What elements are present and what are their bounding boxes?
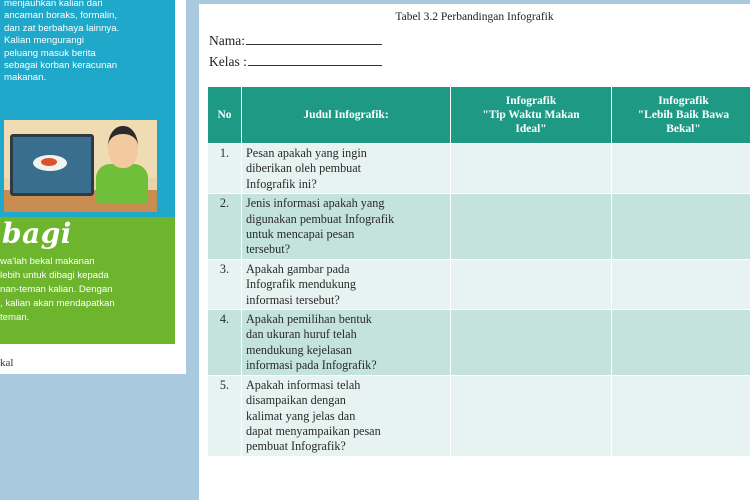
green-text-line: nan-teman kalian. Dengan: [0, 284, 113, 295]
cyan-info-text: [4, 0, 172, 85]
question-line: diberikan oleh pembuat: [246, 161, 362, 176]
header-no: No: [208, 87, 242, 144]
row-number: 4.: [208, 310, 242, 376]
table-caption: Tabel 3.2 Perbandingan Infografik: [395, 11, 554, 23]
question-line: Infografik mendukung: [246, 277, 356, 292]
kelas-field: [209, 53, 382, 70]
answer-cell-lebih-baik-bawa-bekal[interactable]: [612, 144, 750, 194]
header-line: Bekal": [666, 123, 701, 135]
question-line: informasi tersebut?: [246, 292, 340, 307]
illustration-food-on-screen: [33, 155, 67, 171]
answer-cell-tip-waktu-makan[interactable]: [451, 375, 612, 456]
header-line: Infografik: [505, 95, 557, 107]
cyan-text-line: dan zat berbahaya lainnya.: [4, 22, 120, 34]
table-row: [208, 310, 750, 376]
question-line: Apakah informasi telah: [246, 377, 361, 392]
green-text-line: , kalian akan mendapatkan: [0, 298, 115, 309]
answer-cell-lebih-baik-bawa-bekal[interactable]: [612, 375, 750, 456]
question-line: disampaikan dengan: [246, 393, 346, 408]
header-line: "Lebih Baik Bawa: [637, 109, 730, 121]
header-line: Infografik: [658, 95, 709, 107]
question-line: mendukung kejelasan: [246, 342, 352, 357]
table-row: [208, 375, 750, 456]
child-computer-illustration: [4, 120, 157, 212]
answer-cell-lebih-baik-bawa-bekal[interactable]: [612, 310, 750, 376]
question-line: kalimat yang jelas dan: [246, 408, 356, 423]
cyan-text-line: Kalian mengurangi: [4, 35, 85, 47]
row-number: 1.: [208, 144, 242, 194]
nama-answer-line[interactable]: [246, 32, 382, 45]
header-lebih-baik-bawa-bekal: [612, 87, 750, 144]
header-line: Ideal": [515, 123, 547, 135]
answer-cell-tip-waktu-makan[interactable]: [451, 310, 612, 376]
question-line: Infografik ini?: [246, 176, 317, 191]
question-line: tersebut?: [246, 242, 290, 257]
question-cell: [242, 259, 451, 309]
cyan-text-line: ancaman boraks, formalin,: [4, 10, 118, 22]
question-cell: [242, 375, 451, 456]
question-cell: [242, 194, 451, 260]
question-cell: [242, 144, 451, 194]
question-line: dan ukuran huruf telah: [246, 327, 357, 342]
answer-cell-tip-waktu-makan[interactable]: [451, 144, 612, 194]
table-row: [208, 144, 750, 194]
worksheet-page: [199, 4, 750, 500]
question-line: Jenis informasi apakah yang: [246, 196, 385, 211]
cyan-text-line: sebagai korban keracunan: [4, 60, 118, 72]
row-number: 3.: [208, 259, 242, 309]
green-text-line: teman.: [0, 312, 30, 323]
header-judul: Judul Infografik:: [242, 87, 451, 144]
header-line: "Tip Waktu Makan: [482, 109, 580, 121]
question-line: pembuat Infografik?: [246, 439, 346, 454]
left-book-page: [0, 0, 186, 374]
left-page-footer-text: kal: [0, 357, 14, 369]
table-row: [208, 194, 750, 260]
kelas-answer-line[interactable]: [248, 53, 382, 66]
table-header-row: [208, 87, 750, 144]
cyan-info-box: [0, 0, 175, 217]
question-line: digunakan pembuat Infografik: [246, 211, 395, 226]
green-text-line: lebih untuk dibagi kepada: [0, 270, 109, 281]
question-line: Apakah gambar pada: [246, 261, 350, 276]
header-tip-waktu-makan: [451, 87, 612, 144]
question-line: dapat menyampaikan pesan: [246, 423, 381, 438]
green-text-line: wa'lah bekal makanan: [0, 256, 95, 267]
answer-cell-tip-waktu-makan[interactable]: [451, 194, 612, 260]
question-line: untuk mencapai pesan: [246, 227, 355, 242]
nama-field: [209, 32, 382, 49]
illustration-child-body: [96, 164, 148, 204]
infographic-comparison-table: [207, 86, 750, 457]
answer-cell-lebih-baik-bawa-bekal[interactable]: [612, 194, 750, 260]
cyan-text-line: menjauhkan kalian dari: [4, 0, 103, 9]
cyan-text-line: peluang masuk berita: [4, 47, 96, 59]
question-line: Pesan apakah yang ingin: [246, 146, 367, 160]
illustration-child-head: [108, 126, 138, 168]
cyan-text-line: makanan.: [4, 72, 47, 84]
row-number: 2.: [208, 194, 242, 260]
green-info-box: [0, 217, 175, 344]
answer-cell-tip-waktu-makan[interactable]: [451, 259, 612, 309]
question-line: informasi pada Infografik?: [246, 358, 377, 373]
illustration-monitor: [10, 134, 94, 196]
table-row: [208, 259, 750, 309]
row-number: 5.: [208, 375, 242, 456]
question-line: Apakah pemilihan bentuk: [246, 312, 372, 327]
answer-cell-lebih-baik-bawa-bekal[interactable]: [612, 259, 750, 309]
question-cell: [242, 310, 451, 376]
kelas-label: Kelas :: [209, 54, 247, 69]
nama-label: Nama:: [209, 33, 245, 48]
green-info-text: [0, 255, 175, 325]
green-box-title: bagi: [2, 217, 72, 250]
